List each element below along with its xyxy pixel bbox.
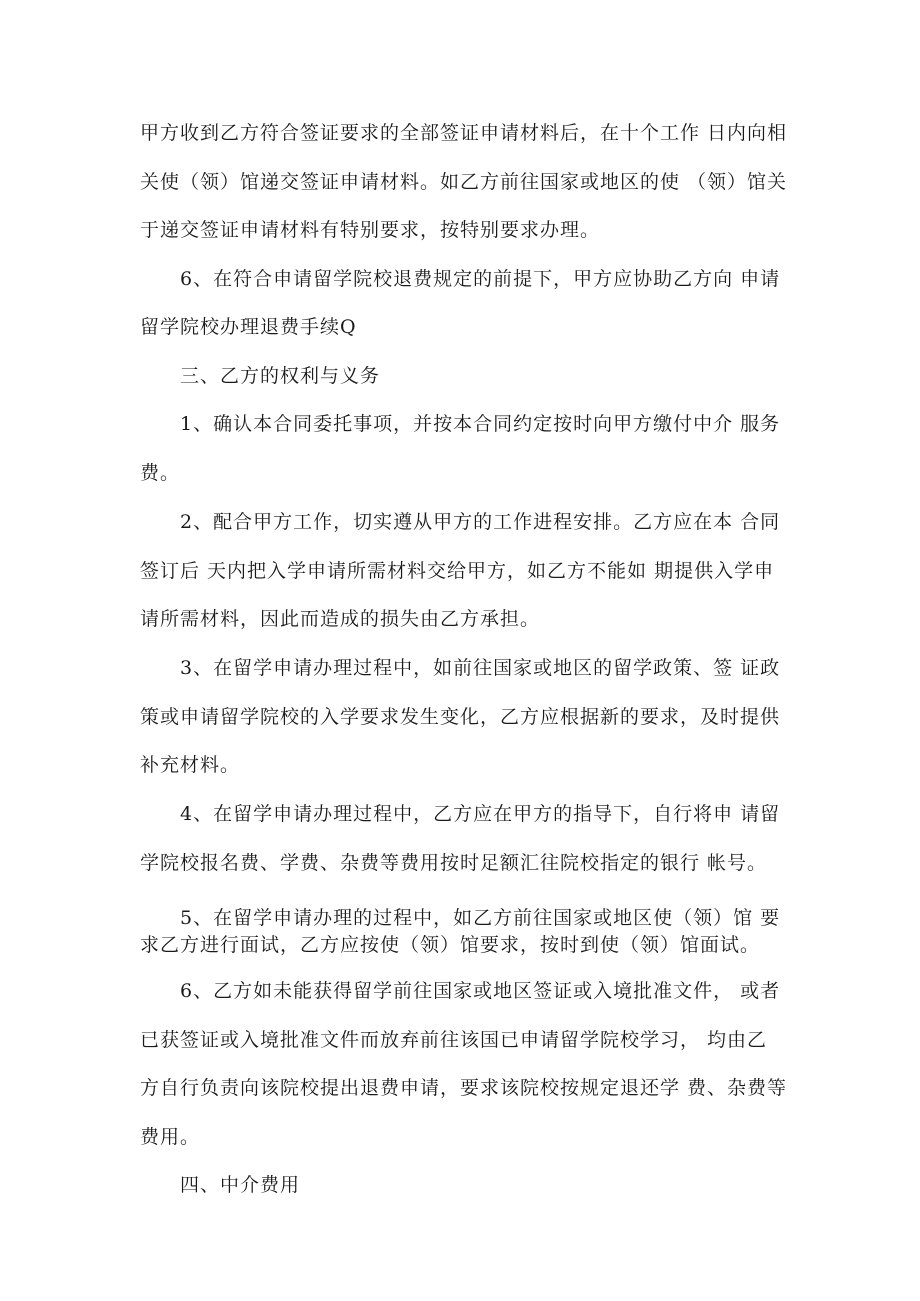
text-line: 4、在留学申请办理过程中，乙方应在甲方的指导下，自行将申 请留 <box>180 803 781 825</box>
text-line: 已获签证或入境批准文件而放弃前往该国已申请留学院校学习， 均由乙 <box>140 1029 768 1051</box>
text-line: 留学院校办理退费手续Q <box>140 316 357 338</box>
text-line: 3、在留学申请办理过程中，如前往国家或地区的留学政策、签 证政 <box>180 657 781 679</box>
text-line: 求乙方进行面试，乙方应按使（领）馆要求，按时到使（领）馆面试。 <box>140 934 761 956</box>
text-line: 请所需材料，因此而造成的损失由乙方承担。 <box>140 608 541 630</box>
text-line: 2、配合甲方工作，切实遵从甲方的工作进程安排。乙方应在本 合同 <box>180 511 781 533</box>
text-line: 6、乙方如未能获得留学前往国家或地区签证或入境批准文件， 或者 <box>180 980 781 1002</box>
text-line: 6、在符合申请留学院校退费规定的前提下，甲方应协助乙方向 申请 <box>180 268 781 290</box>
section-heading: 四、中介费用 <box>180 1174 301 1196</box>
text-line: 1、确认本合同委托事项，并按本合同约定按时向甲方缴付中介 服务 <box>180 413 781 435</box>
text-line: 费用。 <box>140 1126 201 1148</box>
text-line: 5、在留学申请办理的过程中，如乙方前往国家或地区使（领）馆 要 <box>180 907 781 929</box>
text-line: 学院校报名费、学费、杂费等费用按时足额汇往院校指定的银行 帐号。 <box>140 852 768 874</box>
text-line: 费。 <box>140 462 181 484</box>
text-line: 方自行负责向该院校提出退费申请，要求该院校按规定退还学 费、杂费等 <box>140 1077 788 1099</box>
text-line: 关使（领）馆递交签证申请材料。如乙方前往国家或地区的使 （领）馆关 <box>140 171 788 193</box>
text-line: 甲方收到乙方符合签证要求的全部签证申请材料后，在十个工作 日内向相 <box>140 122 788 144</box>
text-line: 于递交签证申请材料有特别要求，按特别要求办理。 <box>140 219 601 241</box>
section-heading: 三、乙方的权利与义务 <box>180 365 381 387</box>
text-line: 签订后 天内把入学申请所需材料交给甲方，如乙方不能如 期提供入学申 <box>140 560 775 582</box>
text-line: 策或申请留学院校的入学要求发生变化，乙方应根据新的要求，及时提供 <box>140 706 781 728</box>
text-line: 补充材料。 <box>140 754 241 776</box>
